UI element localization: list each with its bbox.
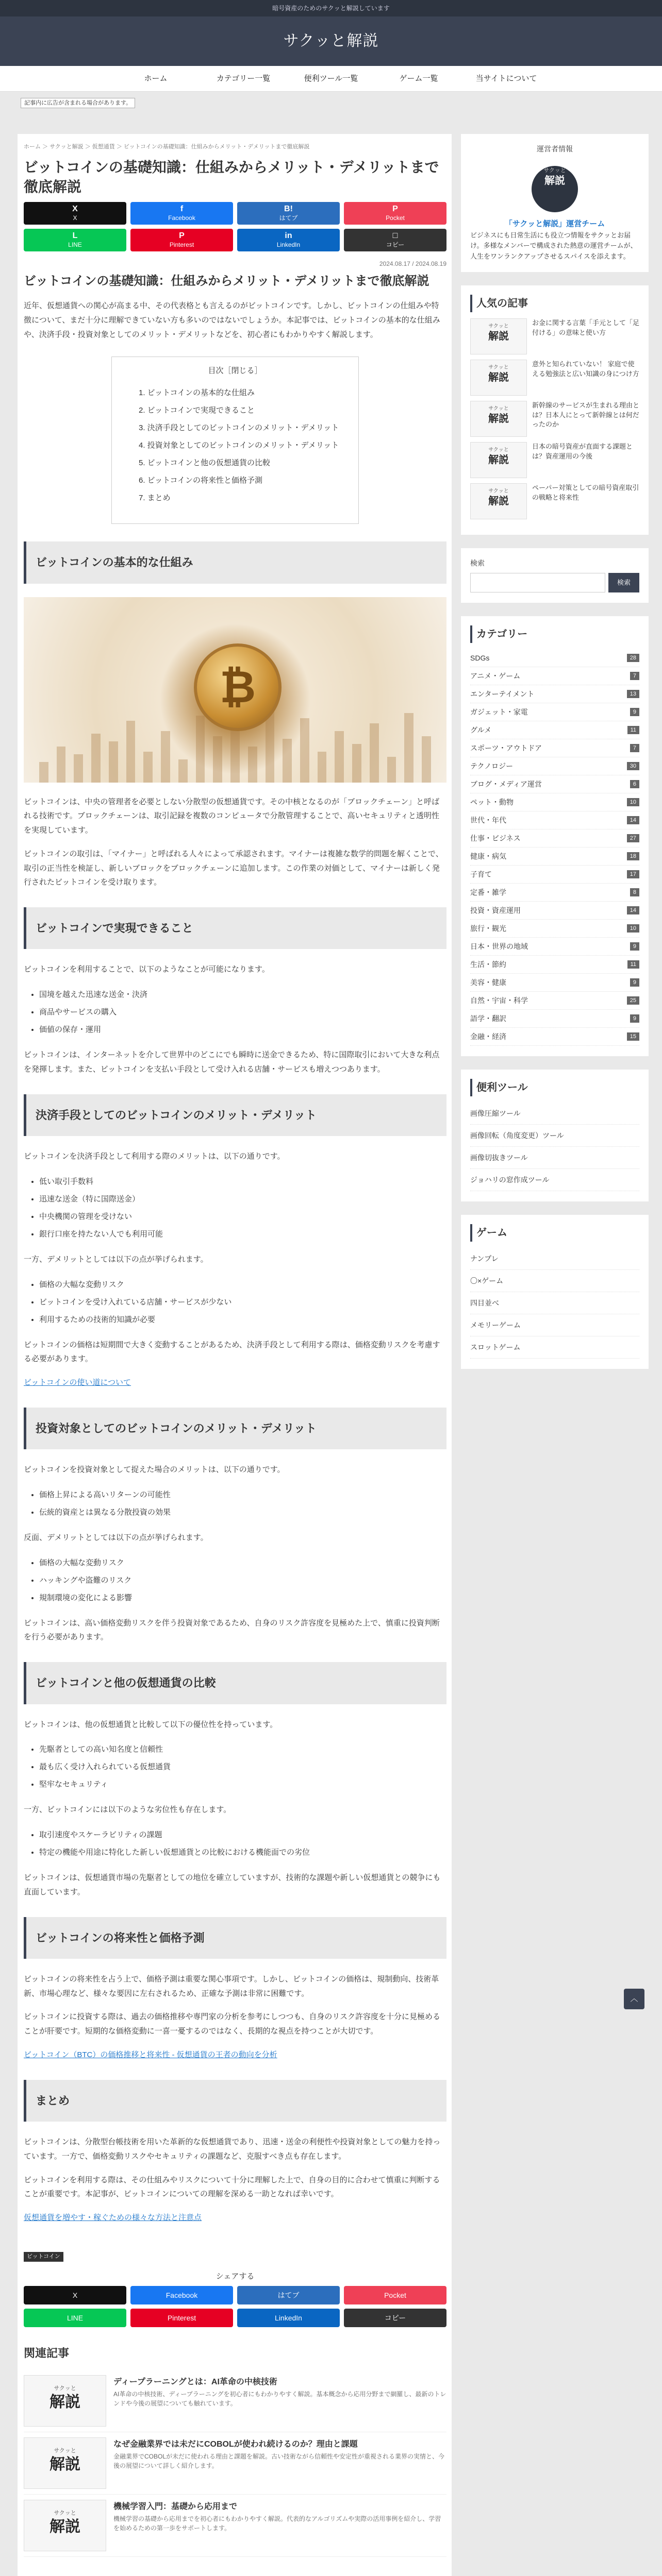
category-count: 7 bbox=[630, 672, 639, 680]
thumbnail: サクッと 解説 bbox=[24, 2437, 106, 2489]
share-hatena-button[interactable]: B! はてブ bbox=[237, 202, 340, 225]
breadcrumb[interactable]: ホーム ＞ サクッと解説 ＞ 仮想通貨 ＞ ビットコインの基礎知識：仕組みからメリット・デメリットまで徹底解説 bbox=[24, 144, 310, 150]
popular-item[interactable]: サクッと 解説 日本の暗号資産が直面する課題とは？資産運用の今後 bbox=[470, 442, 639, 478]
share-pinterest-button[interactable]: Pinterest bbox=[130, 2309, 233, 2327]
games-heading: ゲーム bbox=[470, 1224, 639, 1242]
category-label: 旅行・観光 bbox=[470, 924, 506, 933]
sidebar bbox=[461, 134, 649, 2576]
intro-text: 近年、仮想通貨への関心が高まる中、その代表格とも言えるのがビットコインです。しかし、ビットコインの仕組みや特徴について、まだ十分に理解できていない方も多いのではないでしょうか。本記事では、ビットコインの基本的な仕組みや、決済手段・投資対象としてのメリット・デメリットなどを、初心者にもわかりやすく解説します。 bbox=[24, 301, 440, 339]
paragraph: ビットコインを利用することで、以下のようなことが可能になります。 bbox=[24, 965, 270, 974]
category-item[interactable] bbox=[470, 829, 639, 848]
list-item: • 価格の大幅な変動リスク bbox=[39, 1554, 446, 1572]
search-label: 検索 bbox=[470, 558, 485, 567]
share-pinterest-button[interactable]: P Pinterest bbox=[130, 229, 233, 251]
share-copy-button[interactable]: □ コピー bbox=[344, 229, 446, 251]
tools-card bbox=[461, 1070, 649, 1201]
paragraph: ビットコインの将来性を占う上で、価格予測は重要な関心事項です。しかし、ビットコインの価格は、規制動向、技術革新、市場心理など、様々な要因に左右されるため、正確な予測は非常に困難です。 bbox=[24, 1974, 439, 1998]
list-item: • 取引速度やスケーラビリティの課題 bbox=[39, 1826, 446, 1844]
category-label: アニメ・ゲーム bbox=[470, 671, 521, 680]
related-heading: 関連記事 bbox=[24, 2347, 70, 2360]
category-heading: カテゴリー bbox=[470, 625, 639, 643]
category-item[interactable] bbox=[470, 811, 639, 829]
tool-link[interactable]: 画像圧縮ツール bbox=[470, 1103, 639, 1125]
related-title[interactable]: なぜ金融業界では未だにCOBOLが使われ続けるのか？理由と課題 bbox=[113, 2440, 358, 2449]
section-heading: まとめ bbox=[24, 2080, 446, 2122]
related-item[interactable] bbox=[24, 2495, 446, 2557]
tool-link[interactable]: ジョハリの窓作成ツール bbox=[470, 1169, 639, 1191]
related-item[interactable] bbox=[24, 2432, 446, 2495]
category-item[interactable] bbox=[470, 703, 639, 721]
search-button[interactable]: 検索 bbox=[608, 573, 639, 592]
category-count: 9 bbox=[630, 942, 639, 951]
search-input[interactable] bbox=[470, 573, 605, 592]
category-item[interactable] bbox=[470, 992, 639, 1010]
top-banner: 暗号資産のためのサクッと解説しています bbox=[0, 0, 662, 16]
nav-tools[interactable]: 便利ツール一覧 bbox=[304, 74, 358, 83]
game-link[interactable]: スロットゲーム bbox=[470, 1336, 639, 1359]
category-count: 17 bbox=[627, 870, 639, 878]
category-label: テクノロジー bbox=[470, 761, 514, 770]
linkedin-icon: in bbox=[285, 231, 292, 240]
category-label: ブログ・メディア運営 bbox=[470, 779, 542, 788]
list-item: • 最も広く受け入れられている仮想通貨 bbox=[39, 1758, 446, 1776]
list-item: • 銀行口座を持たない人でも利用可能 bbox=[39, 1226, 446, 1243]
share-line-button[interactable]: LINE bbox=[24, 2309, 126, 2327]
internal-link[interactable]: ビットコイン（BTC）の価格推移と将来性 - 仮想通貨の王者の動向を分析 bbox=[24, 2050, 277, 2059]
section-heading: ビットコインの将来性と価格予測 bbox=[24, 1917, 446, 1959]
category-count: 11 bbox=[627, 726, 639, 734]
line-icon: L bbox=[72, 231, 78, 240]
nav-categories[interactable]: カテゴリー一覧 bbox=[216, 74, 271, 83]
category-label: エンターテイメント bbox=[470, 689, 535, 698]
category-count: 10 bbox=[627, 798, 639, 806]
category-count: 30 bbox=[627, 762, 639, 770]
hero-image-bitcoin bbox=[24, 597, 446, 783]
category-count: 14 bbox=[627, 906, 639, 914]
toc-item[interactable]: 1. ビットコインの基本的な仕組み bbox=[139, 388, 255, 398]
section-heading: ビットコインで実現できること bbox=[24, 907, 446, 949]
related-desc: AI革命の中核技術、ディープラーニングを初心者にもわかりやすく解説。基本概念から応用分野まで網羅し、最新のトレンドや今後の展望についても触れています。 bbox=[113, 2390, 446, 2407]
popular-heading: 人気の記事 bbox=[470, 295, 639, 312]
category-card bbox=[461, 616, 649, 1056]
related-title[interactable]: 機械学習入門：基礎から応用まで bbox=[113, 2502, 238, 2512]
game-link[interactable]: 四目並べ bbox=[470, 1292, 639, 1314]
list-item: • 商品やサービスの購入 bbox=[39, 1004, 446, 1021]
internal-link[interactable]: 仮想通貨を増やす・稼ぐための様々な方法と注意点 bbox=[24, 2213, 202, 2223]
category-item[interactable] bbox=[470, 884, 639, 902]
related-desc: 金融業界でCOBOLが未だに使われる理由と課題を解説。古い技術ながら信頼性や安定性が重視される業界の実情と、今後の展望について詳しく紹介します。 bbox=[113, 2452, 445, 2469]
share-pocket-button[interactable]: P Pocket bbox=[344, 202, 446, 225]
toc-item[interactable]: 5. ビットコインと他の仮想通貨の比較 bbox=[139, 459, 271, 468]
category-item[interactable] bbox=[470, 721, 639, 739]
paragraph: ビットコインを利用する際は、その仕組みやリスクについて十分に理解した上で、自身の目的に合わせて慎重に判断することが重要です。本記事が、ビットコインについての理解を深める一助となれば幸いです。 bbox=[24, 2175, 440, 2199]
section-heading: ビットコインの基本的な仕組み bbox=[24, 541, 446, 583]
share-line-button[interactable]: L LINE bbox=[24, 229, 126, 251]
share-buttons-bottom bbox=[24, 2286, 446, 2327]
toc-item[interactable]: 7. まとめ bbox=[139, 494, 171, 503]
game-link[interactable]: メモリーゲーム bbox=[470, 1314, 639, 1336]
category-item[interactable] bbox=[470, 649, 639, 667]
popular-card bbox=[461, 285, 649, 535]
paragraph: 一方、デメリットとしては以下の点が挙げられます。 bbox=[24, 1255, 208, 1264]
category-item[interactable] bbox=[470, 667, 639, 685]
pinterest-icon: P bbox=[179, 231, 185, 240]
section-heading: 決済手段としてのビットコインのメリット・デメリット bbox=[24, 1094, 446, 1136]
category-label: SDGs bbox=[470, 653, 490, 662]
share-x-button[interactable]: X X bbox=[24, 202, 126, 225]
article bbox=[18, 134, 452, 2576]
category-label: 世代・年代 bbox=[470, 816, 506, 824]
toc-item[interactable]: 6. ビットコインの将来性と価格予測 bbox=[139, 476, 263, 485]
hatena-icon: B! bbox=[284, 204, 293, 213]
avatar: サクッと 解説 bbox=[532, 166, 578, 212]
paragraph: ビットコインに投資する際は、過去の価格推移や専門家の分析を参考にしつつも、自身のリスク許容度を十分に見極めることが肝要です。短期的な価格変動に一喜一憂するのではなく、長期的な視点を持つことが大切です。 bbox=[24, 2012, 441, 2036]
related-item[interactable] bbox=[24, 2370, 446, 2432]
popular-item[interactable]: サクッと 解説 新幹線のサービスが生まれる理由とは？日本人にとって新幹線とは何だったのか bbox=[470, 401, 639, 437]
x-icon: X bbox=[72, 204, 78, 213]
paragraph: ビットコインは、中央の管理者を必要としない分散型の仮想通貨です。その中核となるのが「ブロックチェーン」と呼ばれる技術です。ブロックチェーンは、取引記録を複数のコンピュータで分散管理することで、高いセキュリティと透明性を実現しています。 bbox=[24, 797, 440, 835]
category-count: 14 bbox=[627, 816, 639, 824]
category-count: 27 bbox=[627, 834, 639, 842]
share-x-button[interactable]: X bbox=[24, 2286, 126, 2304]
about-name[interactable]: 「サクッと解説」運営チーム bbox=[504, 219, 605, 228]
category-item[interactable] bbox=[470, 938, 639, 956]
category-label: グルメ bbox=[470, 725, 492, 734]
category-label: 投資・資産運用 bbox=[470, 906, 521, 914]
global-nav bbox=[0, 66, 662, 92]
category-count: 28 bbox=[627, 654, 639, 662]
category-item[interactable] bbox=[470, 757, 639, 775]
category-count: 18 bbox=[627, 852, 639, 860]
category-label: 生活・節約 bbox=[470, 960, 506, 969]
site-title[interactable]: サクッと解説 bbox=[0, 16, 662, 66]
paragraph: ビットコインは、インターネットを介して世界中のどこにでも瞬時に送金できるため、特に国際取引において大きな利点を発揮します。また、ビットコインを支払い手段として受け入れる店舗・サービスも増えつつあります。 bbox=[24, 1050, 440, 1074]
popular-item[interactable]: サクッと 解説 お金に関する言葉「手元として「足付ける」の意味と使い方 bbox=[470, 318, 639, 354]
category-label: 仕事・ビジネス bbox=[470, 834, 521, 842]
list-item: • 堅牢なセキュリティ bbox=[39, 1776, 446, 1793]
paragraph: ビットコインは、高い価格変動リスクを伴う投資対象であるため、自身のリスク許容度を見極めた上で、慎重に投資判断を行う必要があります。 bbox=[24, 1618, 440, 1642]
paragraph: ビットコインは、仮想通貨市場の先駆者としての地位を確立していますが、技術的な課題や新しい仮想通貨との競争にも直面しています。 bbox=[24, 1873, 441, 1896]
paragraph: ビットコインを決済手段として利用する際のメリットは、以下の通りです。 bbox=[24, 1152, 285, 1161]
share-linkedin-button[interactable]: in LinkedIn bbox=[237, 229, 340, 251]
about-card bbox=[461, 134, 649, 272]
share-hatena-button[interactable]: はてブ bbox=[237, 2286, 340, 2304]
share-copy-button[interactable]: コピー bbox=[344, 2309, 446, 2327]
nav-games[interactable]: ゲーム一覧 bbox=[399, 74, 438, 83]
pocket-icon: P bbox=[392, 204, 398, 213]
paragraph: 一方、ビットコインには以下のような劣位性も存在します。 bbox=[24, 1805, 231, 1815]
category-count: 25 bbox=[627, 996, 639, 1005]
category-label: 語学・翻訳 bbox=[470, 1014, 506, 1023]
post-dates: 2024.08.17 / 2024.08.19 bbox=[379, 260, 446, 267]
scroll-top-button[interactable]: ︿ bbox=[624, 1989, 644, 2009]
category-count: 11 bbox=[627, 960, 639, 969]
toc-item[interactable]: 2. ビットコインで実現できること bbox=[139, 406, 255, 415]
category-item[interactable] bbox=[470, 974, 639, 992]
category-label: スポーツ・アウトドア bbox=[470, 743, 542, 752]
category-item[interactable] bbox=[470, 920, 639, 938]
paragraph: ビットコインは、他の仮想通貨と比較して以下の優位性を持っています。 bbox=[24, 1720, 278, 1729]
share-facebook-button[interactable]: f Facebook bbox=[130, 202, 233, 225]
category-item[interactable] bbox=[470, 956, 639, 974]
share-pocket-button[interactable]: Pocket bbox=[344, 2286, 446, 2304]
category-label: ガジェット・家電 bbox=[470, 707, 528, 716]
paragraph: ビットコインは、分散型台帳技術を用いた革新的な仮想通貨であり、迅速・送金の利便性や投資対象としての魅力を持っています。一方で、価格変動リスクやセキュリティの課題など、克服すべき点も存在します。 bbox=[24, 2138, 441, 2161]
category-count: 13 bbox=[627, 690, 639, 698]
about-title: 運営者情報 bbox=[537, 145, 573, 153]
category-count: 6 bbox=[630, 780, 639, 788]
category-item[interactable] bbox=[470, 793, 639, 811]
table-of-contents bbox=[111, 357, 359, 524]
category-item[interactable] bbox=[470, 866, 639, 884]
paragraph: ビットコインの価格は短期間で大きく変動することがあるため、決済手段として利用する際は、価格変動リスクを考慮する必要があります。 bbox=[24, 1340, 440, 1364]
list-item: • 中央機関の管理を受けない bbox=[39, 1208, 446, 1226]
list-item: • ビットコインを受け入れている店舗・サービスが少ない bbox=[39, 1294, 446, 1311]
tools-heading: 便利ツール bbox=[470, 1079, 639, 1096]
category-label: ペット・動物 bbox=[470, 798, 514, 806]
article-title-repeat: ビットコインの基礎知識：仕組みからメリット・デメリットまで徹底解説 bbox=[24, 274, 429, 288]
toc-title[interactable]: 目次［閉じる］ bbox=[208, 366, 262, 375]
category-label: 健康・病気 bbox=[470, 852, 506, 860]
thumbnail: サクッと 解説 bbox=[24, 2500, 106, 2551]
popular-item[interactable]: サクッと 解説 ペーパー対策としての暗号資産取引の戦略と将来性 bbox=[470, 483, 639, 519]
related-desc: 機械学習の基礎から応用までを初心者にもわかりやすく解説。代表的なアルゴリズムや実際の活用事例を紹介し、学習を始めるための第一歩をサポートします。 bbox=[113, 2515, 441, 2532]
section-heading: ビットコインと他の仮想通貨の比較 bbox=[24, 1662, 446, 1704]
share-linkedin-button[interactable]: LinkedIn bbox=[237, 2309, 340, 2327]
article-title: ビットコインの基礎知識：仕組みからメリット・デメリットまで徹底解説 bbox=[24, 159, 439, 195]
list-item: • 規制環境の変化による影響 bbox=[39, 1589, 446, 1607]
thumbnail: サクッと 解説 bbox=[24, 2375, 106, 2427]
search-card bbox=[461, 548, 649, 603]
paragraph: ビットコインを投資対象として捉えた場合のメリットは、以下の通りです。 bbox=[24, 1465, 285, 1475]
section-heading: 投資対象としてのビットコインのメリット・デメリット bbox=[24, 1408, 446, 1449]
category-label: 金融・経済 bbox=[470, 1032, 506, 1041]
list-item: • 価値の保存・運用 bbox=[39, 1021, 446, 1039]
ad-notice: 記事内に広告が含まれる場合があります。 bbox=[21, 98, 135, 108]
list-item: • 特定の機能や用途に特化した新しい仮想通貨との比較における機能面での劣位 bbox=[39, 1844, 446, 1861]
nav-about[interactable]: 当サイトについて bbox=[475, 74, 537, 83]
list-item: • ハッキングや盗難のリスク bbox=[39, 1572, 446, 1589]
share-buttons-top bbox=[24, 202, 446, 251]
popular-item[interactable]: サクッと 解説 意外と知られていない！ 家庭で使える勉強法と広い知識の身につけ方 bbox=[470, 360, 639, 396]
list-item: • 低い取引手数料 bbox=[39, 1173, 446, 1191]
share-label: シェアする bbox=[216, 2272, 255, 2281]
list-item: • 国境を越えた迅速な送金・決済 bbox=[39, 986, 446, 1004]
category-label: 美容・健康 bbox=[470, 978, 506, 987]
category-count: 15 bbox=[627, 1032, 639, 1041]
bitcoin-coin-icon: ₿ bbox=[194, 643, 282, 731]
category-count: 8 bbox=[630, 888, 639, 896]
category-count: 9 bbox=[630, 708, 639, 716]
category-item[interactable] bbox=[470, 685, 639, 703]
game-link[interactable]: ナンプレ bbox=[470, 1248, 639, 1270]
category-item[interactable] bbox=[470, 739, 639, 757]
category-item[interactable] bbox=[470, 902, 639, 920]
category-item[interactable] bbox=[470, 1028, 639, 1046]
category-item[interactable] bbox=[470, 775, 639, 793]
paragraph: ビットコインの取引は、「マイナー」と呼ばれる人々によって承認されます。マイナーは複雑な数学的問題を解くことで、取引の正当性を検証し、新しいブロックをブロックチェーンに追加します。この作業の対価として、マイナーは新しく発行されたビットコインを受け取ります。 bbox=[24, 849, 443, 887]
toc-item[interactable]: 3. 決済手段としてのビットコインのメリット・デメリット bbox=[139, 423, 339, 433]
game-link[interactable]: 〇×ゲーム bbox=[470, 1270, 639, 1292]
category-count: 10 bbox=[627, 924, 639, 933]
internal-link[interactable]: ビットコインの使い道について bbox=[24, 1378, 131, 1387]
paragraph: 反面、デメリットとしては以下の点が挙げられます。 bbox=[24, 1533, 208, 1542]
facebook-icon: f bbox=[180, 204, 184, 213]
category-label: 日本・世界の地域 bbox=[470, 942, 528, 951]
list-item: • 迅速な送金（特に国際送金） bbox=[39, 1191, 446, 1208]
list-item: • 利用するための技術的知識が必要 bbox=[39, 1311, 446, 1329]
share-facebook-button[interactable]: Facebook bbox=[130, 2286, 233, 2304]
copy-icon: □ bbox=[392, 231, 398, 240]
related-title[interactable]: ディープラーニングとは：AI革命の中核技術 bbox=[113, 2378, 277, 2387]
tag-badge[interactable]: ビットコイン bbox=[24, 2252, 63, 2262]
category-count: 7 bbox=[630, 744, 639, 752]
category-item[interactable] bbox=[470, 1010, 639, 1028]
category-label: 定番・雑学 bbox=[470, 888, 506, 896]
category-label: 自然・宇宙・科学 bbox=[470, 996, 528, 1005]
category-item[interactable] bbox=[470, 848, 639, 866]
list-item: • 価格の大幅な変動リスク bbox=[39, 1276, 446, 1294]
category-label: 子育て bbox=[470, 870, 492, 878]
category-count: 9 bbox=[630, 1014, 639, 1023]
nav-home[interactable]: ホーム bbox=[144, 74, 168, 83]
category-count: 9 bbox=[630, 978, 639, 987]
about-desc: ビジネスにも日常生活にも役立つ情報をサクッとお届け。多様なメンバーで構成された熱意の運営チームが、人生をワンランクアップさせるスパイスを添えます。 bbox=[470, 231, 637, 260]
tool-link[interactable]: 画像切抜きツール bbox=[470, 1147, 639, 1169]
list-item: • 伝統的資産とは異なる分散投資の効果 bbox=[39, 1504, 446, 1521]
games-card bbox=[461, 1215, 649, 1369]
tool-link[interactable]: 画像回転（角度変更）ツール bbox=[470, 1125, 639, 1147]
list-item: • 先駆者としての高い知名度と信頼性 bbox=[39, 1741, 446, 1758]
list-item: • 価格上昇による高いリターンの可能性 bbox=[39, 1486, 446, 1504]
toc-item[interactable]: 4. 投資対象としてのビットコインのメリット・デメリット bbox=[139, 441, 339, 450]
